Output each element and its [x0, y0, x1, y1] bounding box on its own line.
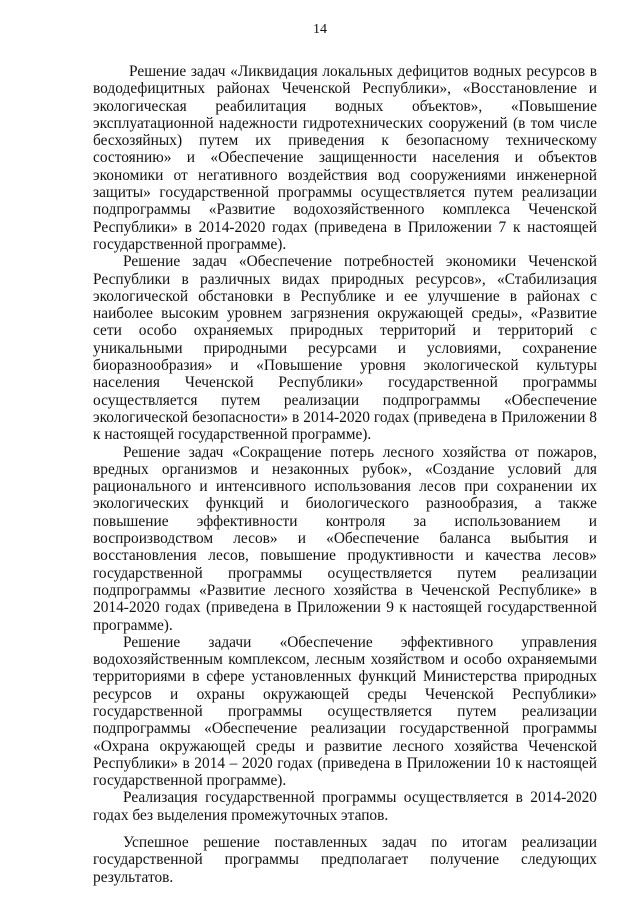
paragraph-implementation-period: Реализация государственной программы осуществляется в 2014-2020 годах без выделения промежуточных этапов. — [93, 789, 597, 824]
document-body — [93, 63, 597, 886]
paragraph-forestry: Решение задач «Сокращение потерь лесного хозяйства от пожаров, вредных организмов и незаконных рубок», «Создание условий для рационального и интенсивного использования лесов при сохранении их экологических функций и биологического разнообразия, а также повышение эффективности контроля за использованием и воспроизводством лесов» и «Обеспечение баланса выбытия и восстановления лесов, повышение продуктивности и качества лесов» государственной программы осуществляется путем реализации подпрограммы «Развитие лесного хозяйства в Чеченской Республике» в 2014-2020 годах (приведена в Приложении 9 к настоящей государственной программе). — [93, 443, 597, 634]
page-number: 14 — [313, 22, 327, 37]
paragraph-ecological-safety: Решение задач «Обеспечение потребностей экономики Чеченской Республики в различных видах природных ресурсов», «Стабилизация экологической обстановки в Республике и ее улучшение в районах с наиболее высоким уровнем загрязнения окружающей среды», «Развитие сети особо охраняемых природных территорий и территорий с уникальными природными ресурсами и условиями, сохранение биоразнообразия» и «Повышение уровня экологической культуры населения Чеченской Республики» государственной программы осуществляется путем реализации подпрограммы «Обеспечение экологической безопасности» в 2014-2020 годах (приведена в Приложении 8 к настоящей государственной программе). — [93, 253, 597, 444]
paragraph-expected-results: Успешное решение поставленных задач по итогам реализации государственной программы предполагает получение следующих результатов. — [93, 834, 597, 886]
paragraph-water-resources: Решение задач «Ликвидация локальных дефицитов водных ресурсов в вододефицитных районах Чеченской Республики», «Восстановление и экологическая реабилитация водных объектов», «Повышение эксплуатационной надежности гидротехнических сооружений (в том числе бесхозяйных) путем их приведения к безопасному техническому состоянию» и «Обеспечение защищенности населения и объектов экономики от негативного воздействия вод сооружениями инженерной защиты» государственной программы осуществляется путем реализации подпрограммы «Развитие водохозяйственного комплекса Чеченской Республики» в 2014-2020 годах (приведена в Приложении 7 к настоящей государственной программе). — [93, 63, 597, 253]
paragraph-program-management: Решение задачи «Обеспечение эффективного управления водохозяйственным комплексом, лесным хозяйством и особо охраняемыми территориями в сфере установленных функций Министерства природных ресурсов и охраны окружающей среды Чеченской Республики» государственной программы осуществляется путем реализации подпрограммы «Обеспечение реализации государственной программы «Охрана окружающей среды и развитие лесного хозяйства Чеченской Республики» в 2014 – 2020 годах (приведена в Приложении 10 к настоящей государственной программе). — [93, 633, 597, 790]
